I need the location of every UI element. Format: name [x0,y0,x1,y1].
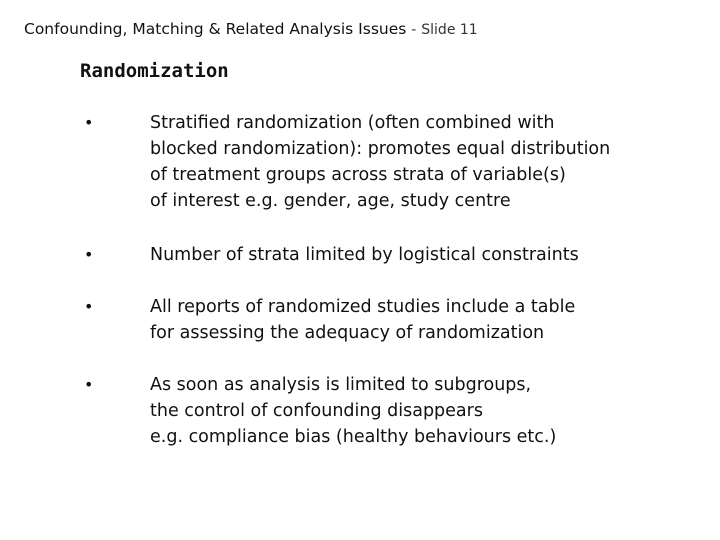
bullet-item [80,242,700,268]
bullet-icon: • [84,375,94,394]
bullet-text-line: of interest e.g. gender, age, study centre [150,191,511,211]
bullet-icon: • [84,113,94,132]
bullet-text-line: All reports of randomized studies include a table [150,297,576,317]
bullet-text-line: As soon as analysis is limited to subgroups, [150,375,532,395]
header-separator: - [411,22,417,38]
bullet-text-line: e.g. compliance bias (healthy behaviours etc.) [150,427,557,447]
bullet-text-line: the control of confounding disappears [150,401,483,421]
bullet-text-line: blocked randomization): promotes equal distribution [150,139,611,159]
bullet-item [80,294,700,346]
bullet-text-line: Number of strata limited by logistical constraints [150,245,579,265]
bullet-text-line: Stratified randomization (often combined with [150,113,555,133]
bullet-text-line: of treatment groups across strata of variable(s) [150,165,566,185]
bullet-icon: • [84,297,94,316]
bullet-icon: • [84,245,94,264]
slide-header [24,20,478,38]
bullet-item [80,372,700,450]
slide-number: Slide 11 [421,22,478,38]
bullet-text-line: for assessing the adequacy of randomization [150,323,545,343]
bullet-item [80,110,700,214]
presentation-title: Confounding, Matching & Related Analysis Issues [24,20,407,38]
bullet-list [80,110,700,450]
slide-heading: Randomization [80,60,229,82]
